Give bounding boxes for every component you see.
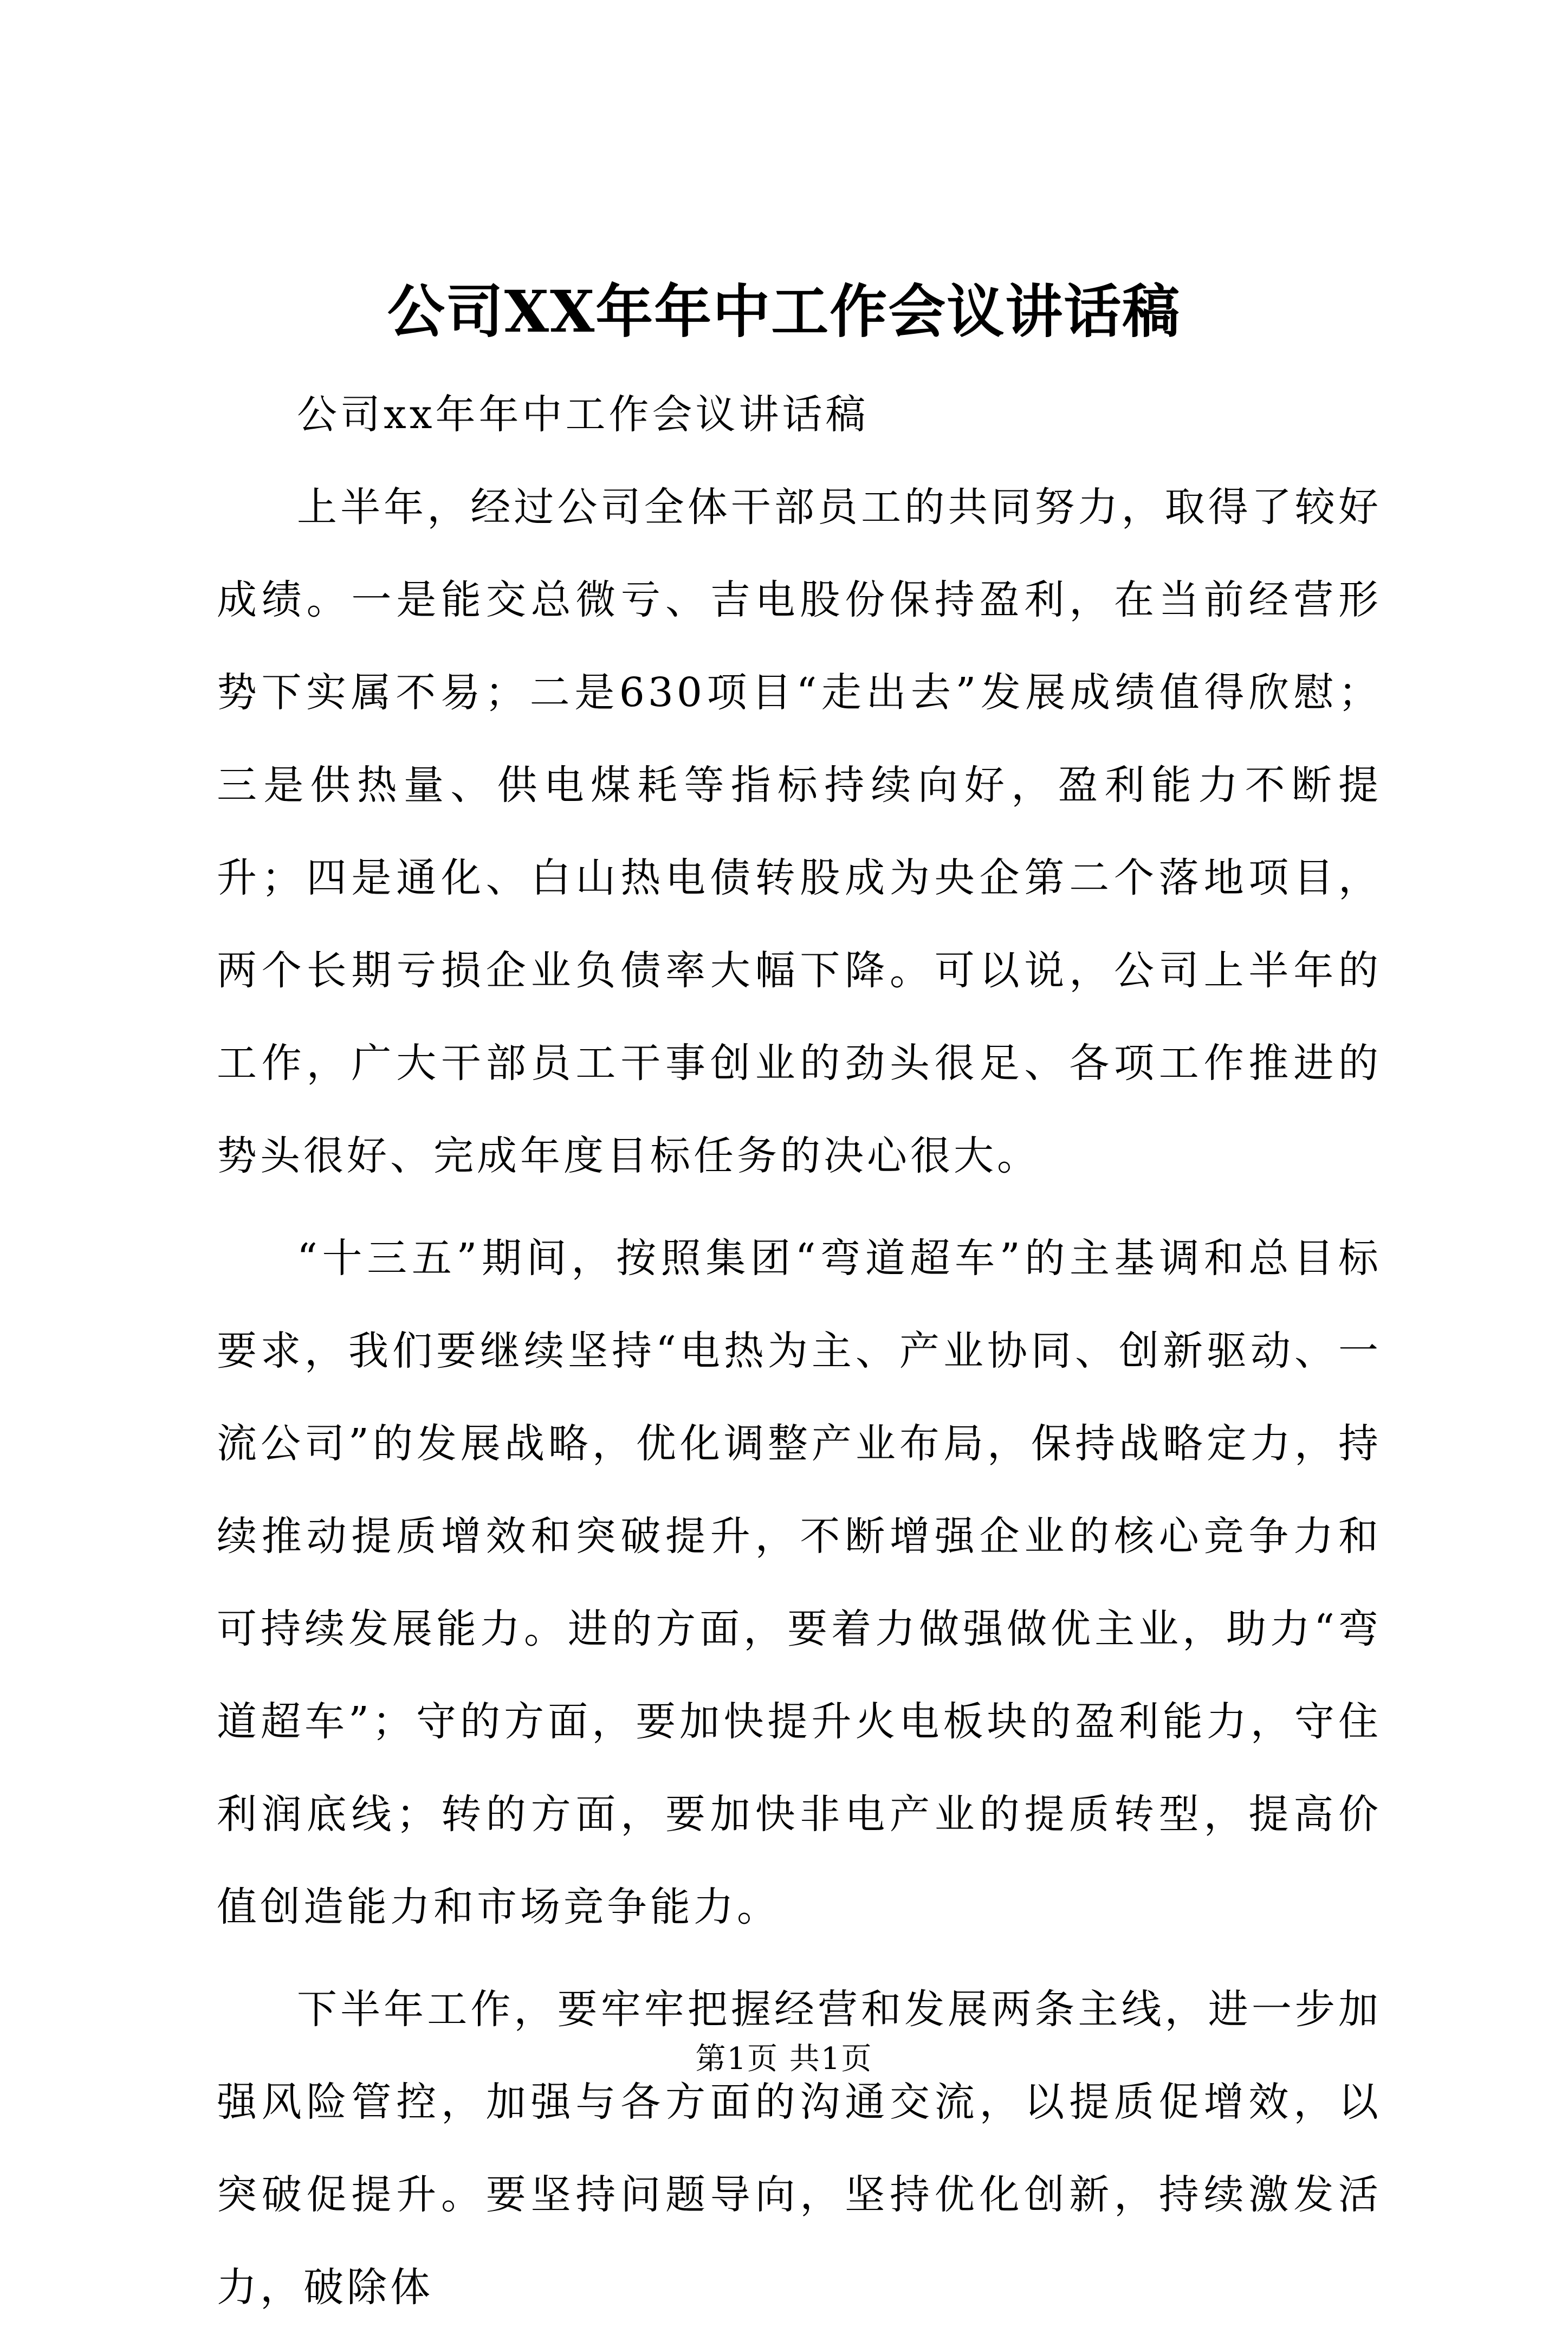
page-number-footer: 第1页 共1页: [695, 2041, 873, 2077]
paragraph-1: 上半年，经过公司全体干部员工的共同努力，取得了较好成绩。一是能交总微亏、吉电股份保持盈利，在当前经营形势下实属不易；二是630项目“走出去”发展成绩值得欣慰；三是供热量、供电煤耗等指标持续向好，盈利能力不断提升；四是通化、白山热电债转股成为央企第二个落地项目，两个长期亏损企业负债率大幅下降。可以说，公司上半年的工作，广大干部员工干事创业的劲头很足、各项工作推进的势头很好、完成年度目标任务的决心很大。: [217, 484, 1382, 1179]
paragraph-3: 下半年工作，要牢牢把握经营和发展两条主线，进一步加强风险管控，加强与各方面的沟通交流，以提质促增效，以突破促提升。要坚持问题导向，坚持优化创新，持续激发活力，破除体: [217, 1986, 1382, 2311]
document-subtitle: 公司xx年年中工作会议讲话稿: [297, 391, 869, 438]
document-title: 公司XX年年中工作会议讲话稿: [387, 277, 1181, 345]
paragraph-2: “十三五”期间，按照集团“弯道超车”的主基调和总目标要求，我们要继续坚持“电热为主、产业协同、创新驱动、一流公司”的发展战略，优化调整产业布局，保持战略定力，持续推动提质增效和突破提升，不断增强企业的核心竞争力和可持续发展能力。进的方面，要着力做强做优主业，助力“弯道超车”；守的方面，要加快提升火电板块的盈利能力，守住利润底线；转的方面，要加快非电产业的提质转型，提高价值创造能力和市场竞争能力。: [217, 1235, 1382, 1930]
